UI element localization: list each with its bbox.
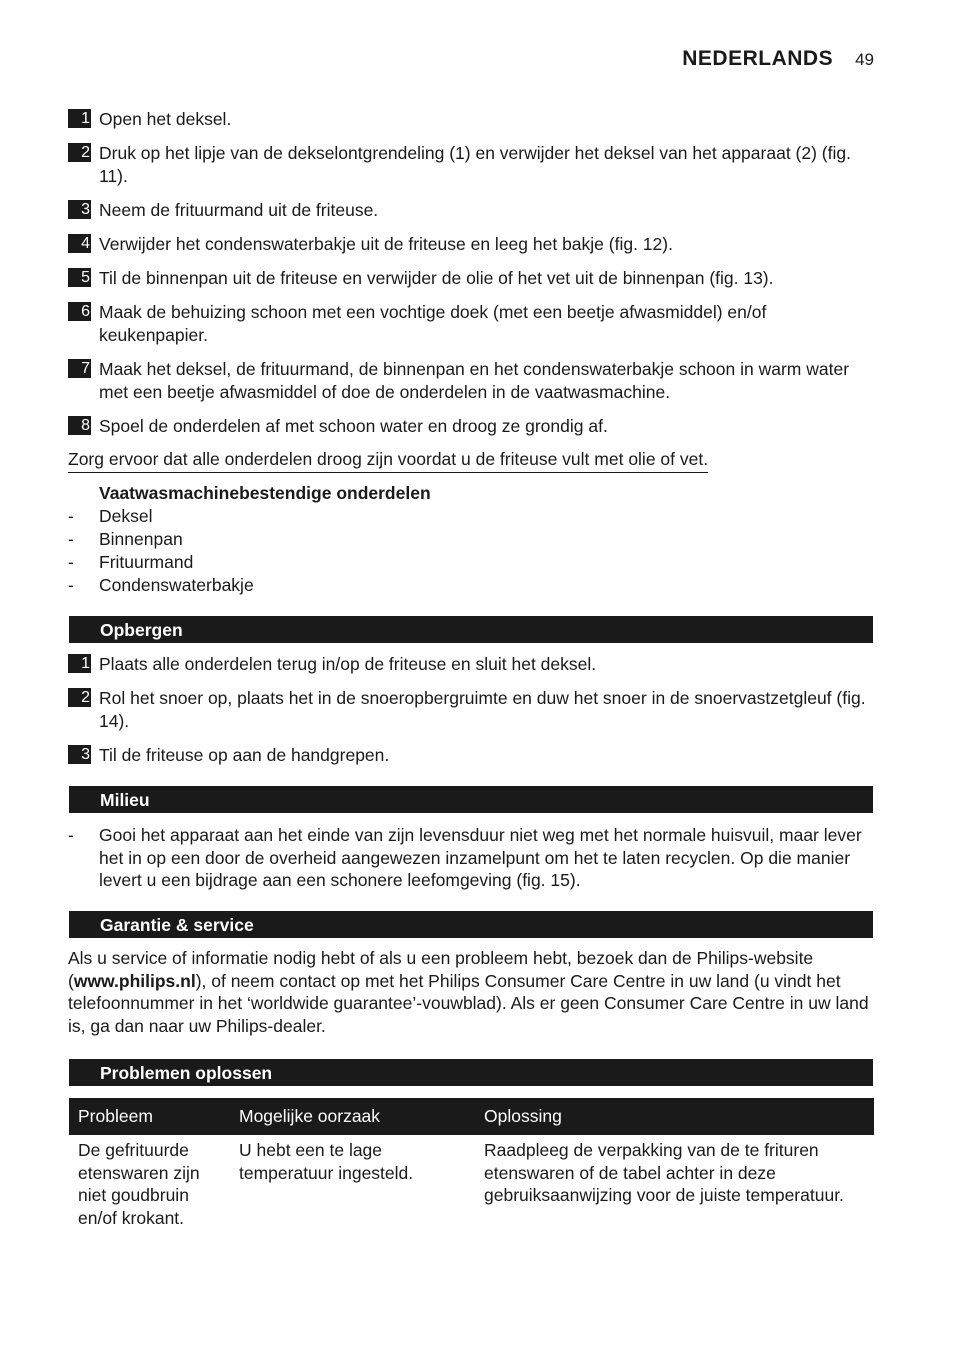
step-number: 3 [68,200,91,219]
step-number: 8 [68,416,91,435]
step-item [68,233,873,256]
warranty-text: Als u service of informatie nodig hebt of als u een probleem hebt, bezoek dan de Philips-website (www.philips.nl), of neem contact op met het Philips Consumer Care Centre in uw land (u vindt het telefoonnummer in het ‘worldwide guarantee’-vouwblad). Als er geen Consumer Care Centre in uw land is, ga dan naar uw Philips-dealer. [68,948,869,1036]
list-item: - Frituurmand [68,551,873,574]
table-cell: Raadpleeg de verpakking van de te frituren etenswaren of de tabel achter in deze gebruiksaanwijzing voor de juiste temperatuur. [484,1140,844,1205]
list-item: - Condenswaterbakje [68,574,873,597]
list-item: - Deksel [68,505,873,528]
list-item: - Gooi het apparaat aan het einde van zijn levensduur niet weg met het normale huisvuil, maar lever het in op een door de overheid aangewezen inzamelpunt om het te laten recyclen. Op die manier levert u een bijdrage aan een schonere leefomgeving (fig. 15). [68,824,873,892]
step-item [68,267,873,290]
list-item-text: Binnenpan [99,529,183,549]
step-number: 3 [68,745,91,764]
table-row [69,1135,874,1229]
section-heading-environment: Milieu [69,786,873,813]
section-heading-storage: Opbergen [69,616,873,643]
step-number: 7 [68,359,91,378]
page-header [682,48,874,72]
step-text: Verwijder het condenswaterbakje uit de friteuse en leeg het bakje (fig. 12). [99,234,673,254]
language-label: NEDERLANDS [682,47,834,70]
table-header-row [69,1098,874,1135]
step-text: Spoel de onderdelen af met schoon water en droog ze grondig af. [99,416,608,436]
list-item-text: Condenswaterbakje [99,575,254,595]
column-header-problem: Probleem [69,1098,230,1135]
step-text: Neem de frituurmand uit de friteuse. [99,200,379,220]
column-header-solution: Oplossing [475,1098,874,1135]
step-number: 5 [68,268,91,287]
table-cell: De gefrituurde etenswaren zijn niet goudbruin en/of krokant. [78,1140,200,1228]
list-item-text: Deksel [99,506,153,526]
step-text: Plaats alle onderdelen terug in/op de friteuse en sluit het deksel. [99,654,597,674]
step-text: Til de friteuse op aan de handgrepen. [99,745,390,765]
step-item [68,415,873,438]
step-item [68,744,873,767]
step-text: Druk op het lipje van de dekselontgrendeling (1) en verwijder het deksel van het apparaat (2) (fig. 11). [99,143,851,186]
step-text: Maak de behuizing schoon met een vochtige doek (met een beetje afwasmiddel) en/of keukenpapier. [99,302,767,345]
cleaning-note: Zorg ervoor dat alle onderdelen droog zijn voordat u de friteuse vult met olie of vet. [68,448,708,473]
step-item [68,301,873,346]
step-number: 2 [68,688,91,707]
step-item [68,653,873,676]
list-item: - Binnenpan [68,528,873,551]
section-heading-warranty: Garantie & service [69,911,873,938]
list-item-text: Gooi het apparaat aan het einde van zijn levensduur niet weg met het normale huisvuil, maar lever het in op een door de overheid aangewezen inzamelpunt om het te laten recyclen. Op die manier levert u een bijdrage aan een schonere leefomgeving (fig. 15). [99,825,862,890]
philips-website-link[interactable]: www.philips.nl [73,970,196,991]
step-text: Rol het snoer op, plaats het in de snoeropbergruimte en duw het snoer in de snoervastzetgleuf (fig. 14). [99,688,866,731]
dishwasher-heading: Vaatwasmachinebestendige onderdelen [99,483,431,503]
step-number: 2 [68,143,91,162]
step-text: Til de binnenpan uit de friteuse en verwijder de olie of het vet uit de binnenpan (fig. 13). [99,268,774,288]
step-number: 6 [68,302,91,321]
table-cell: U hebt een te lage temperatuur ingesteld. [239,1140,414,1183]
step-number: 1 [68,109,91,128]
troubleshooting-table [69,1098,874,1229]
step-item [68,108,873,131]
step-item [68,358,873,403]
step-item [68,142,873,187]
section-heading-troubleshooting: Problemen oplossen [69,1059,873,1086]
column-header-cause: Mogelijke oorzaak [230,1098,475,1135]
step-text: Maak het deksel, de frituurmand, de binnenpan en het condenswaterbakje schoon in warm water met een beetje afwasmiddel of doe de onderdelen in de vaatwasmachine. [99,359,850,402]
step-text: Open het deksel. [99,109,232,129]
page-number: 49 [855,50,874,69]
step-item [68,199,873,222]
list-item-text: Frituurmand [99,552,194,572]
step-number: 4 [68,234,91,253]
step-item [68,687,873,732]
step-number: 1 [68,654,91,673]
